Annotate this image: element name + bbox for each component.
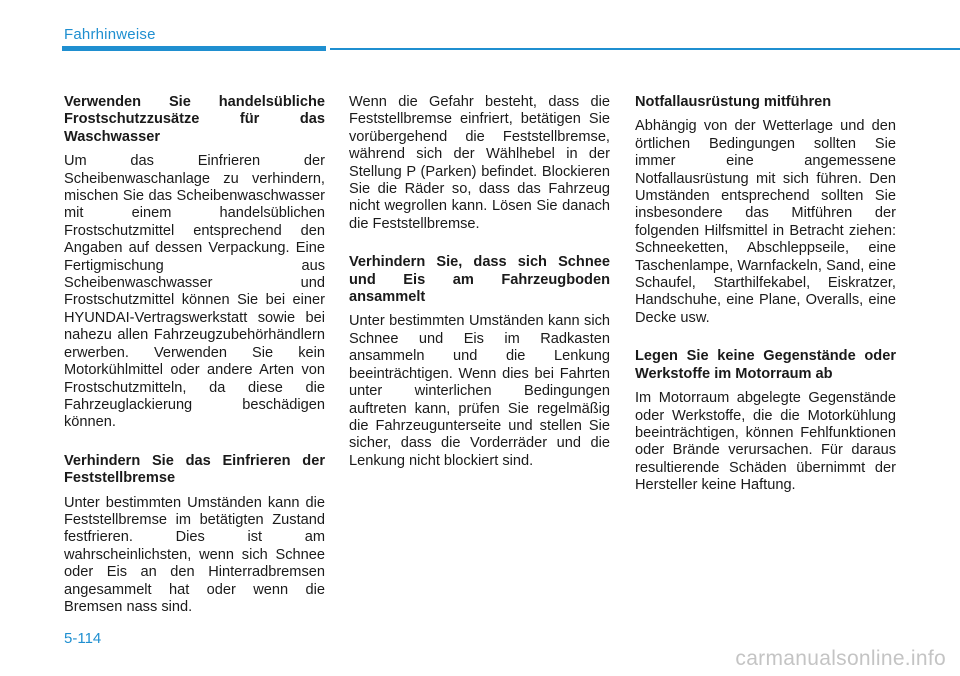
paragraph-snow-ice-underbody: Unter bestimmten Umständen kann sich Schnee und Eis im Radkasten ansammeln und die Lenkung beeinträchtigen. Wenn dies bei Fahrten unter winterlichen Bedingungen auftreten kann, prüfen Sie regelmäßig die Fahrzeugunterseite und stellen Sie sicher, dass die Vorderräder und die Lenkung nicht blockiert sind. [349, 313, 610, 469]
heading-washer-antifreeze: Verwenden Sie handelsübliche Frostschutzzusätze für das Waschwasser [64, 94, 325, 145]
watermark: carmanualsonline.info [735, 647, 946, 670]
heading-emergency-equipment: Notfallausrüstung mitführen [635, 94, 832, 110]
section-title: Fahrhinweise [64, 26, 156, 43]
paragraph-parking-brake-continued: Wenn die Gefahr besteht, dass die Feststellbremse einfriert, betätigen Sie vorübergehend die Feststellbremse, während sich der Wählhebel in der Stellung P (Parken) befindet. Blockieren Sie die Räder so, dass das Fahrzeug nicht wegrollen kann. Lösen Sie danach die Feststellbremse. [349, 94, 610, 232]
paragraph-engine-compartment: Im Motorraum abgelegte Gegenstände oder Werkstoffe, die die Motorkühlung beeinträchtigen, können Fehlfunktionen oder Brände verursachen. Für daraus resultierende Schäden übernimmt der Hersteller keine Haftung. [635, 390, 896, 494]
heading-engine-compartment: Legen Sie keine Gegenstände oder Werkstoffe im Motorraum ab [635, 348, 896, 382]
text-column-1 [64, 94, 325, 616]
text-column-2 [349, 94, 610, 470]
paragraph-washer-antifreeze: Um das Einfrieren der Scheibenwaschanlage zu verhindern, mischen Sie das Scheibenwaschwasser mit einem handelsüblichen Frostschutzmittel entsprechend den Angaben auf dessen Verpackung. Eine Fertigmischung aus Scheibenwaschwasser und Frostschutzmittel können Sie bei einer HYUNDAI-Vertragswerkstatt sowie bei nahezu allen Fahrzeugzubehörhändlern erwerben. Verwenden Sie kein Motorkühlmittel oder andere Arten von Frostschutzmitteln, da diese die Fahrzeuglackierung beschädigen können. [64, 153, 325, 431]
text-column-3 [635, 94, 896, 495]
heading-snow-ice-underbody: Verhindern Sie, dass sich Schnee und Eis am Fahrzeugboden ansammelt [349, 254, 610, 306]
paragraph-emergency-equipment: Abhängig von der Wetterlage und den örtlichen Bedingungen sollten Sie immer eine angemessene Notfallausrüstung mit sich führen. Den Umständen entsprechend sollten Sie insbesondere das Mitführen der folgenden Hilfsmittel in Betracht ziehen: Schneeketten, Abschleppseile, eine Taschenlampe, Warnfackeln, Sand, eine Schaufel, Starthilfekabel, Eiskratzer, Handschuhe, eine Plane, Overalls, eine Decke usw. [635, 118, 896, 326]
page-number: 5-114 [64, 630, 102, 647]
header-rule-thick [62, 46, 326, 51]
paragraph-parking-brake-freeze: Unter bestimmten Umständen kann die Feststellbremse im betätigten Zustand festfrieren. Dies ist am wahrscheinlichsten, wenn sich Schnee oder Eis an den Hinterradbremsen angesammelt hat oder wenn die Bremsen nass sind. [64, 494, 325, 615]
header-rule-thin [330, 48, 960, 50]
heading-parking-brake-freeze: Verhindern Sie das Einfrieren der Feststellbremse [64, 452, 325, 487]
